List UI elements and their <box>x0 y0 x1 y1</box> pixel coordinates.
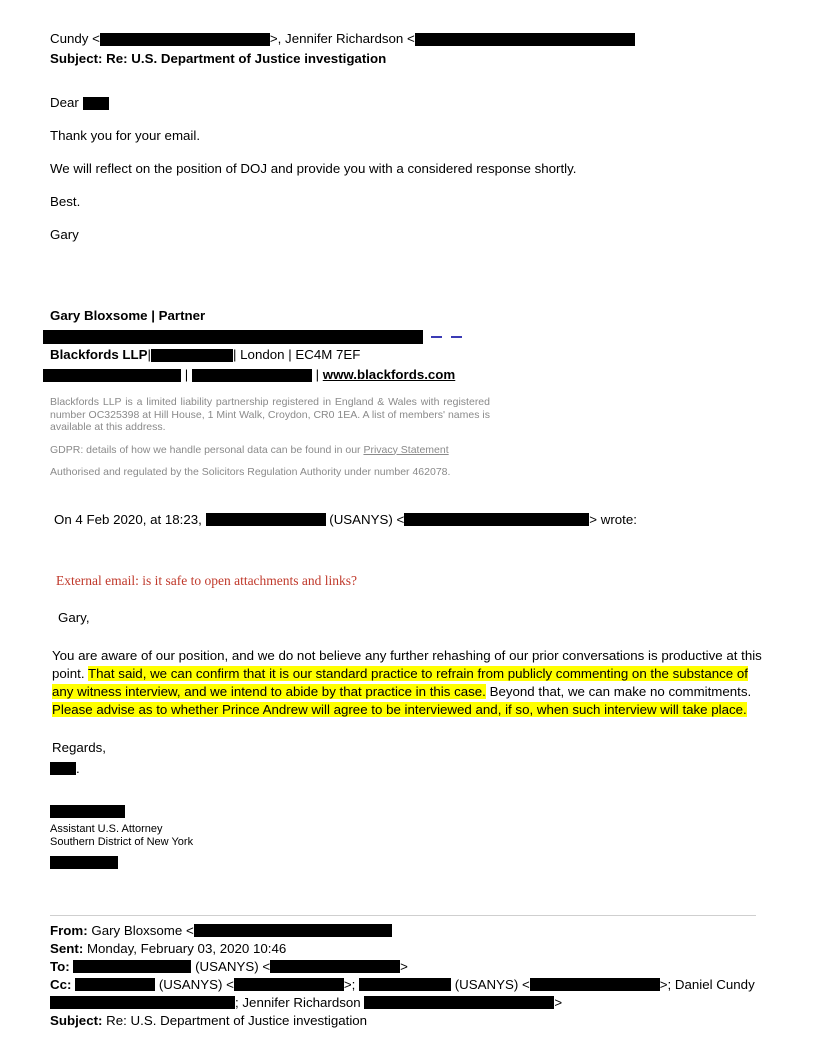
redaction-block <box>50 805 125 818</box>
redaction-block <box>234 978 344 991</box>
cc-name-2: Jennifer Richardson <box>242 994 361 1010</box>
website-link[interactable]: www.blackfords.com <box>322 367 456 382</box>
field-cc <box>50 976 766 994</box>
redaction-block <box>192 369 312 382</box>
quoted-title-1: Assistant U.S. Attorney <box>50 822 163 835</box>
to-label: To: <box>50 958 70 974</box>
redaction-block <box>50 996 235 1009</box>
redaction-block <box>206 513 326 526</box>
disclaimer-sra: Authorised and regulated by the Solicitors Regulation Authority under number 462078. <box>50 466 451 478</box>
redaction-block <box>50 856 118 869</box>
cc-name-1: Daniel Cundy <box>674 976 755 992</box>
closing-line: Best. <box>50 194 81 209</box>
redaction-block <box>364 996 554 1009</box>
period-text: . <box>76 760 80 776</box>
field-from <box>50 922 766 940</box>
redaction-block <box>100 33 270 46</box>
cc-label: Cc: <box>50 976 72 992</box>
postcode-text: EC4M 7EF <box>295 347 361 362</box>
separator: | <box>184 367 189 382</box>
subject-row <box>50 50 766 68</box>
divider-dash-icon <box>451 336 462 338</box>
para-highlight-1: That said, we can confirm that it is our standard practice to refrain from publicly commenting on the substance of any witness interview, and we intend to abide by that practice in this case. <box>52 665 748 699</box>
sent-label: Sent: <box>50 940 84 956</box>
recipients-mid: >, Jennifer Richardson < <box>269 31 415 46</box>
divider-dash-icon <box>431 336 442 338</box>
redaction-block <box>404 513 589 526</box>
field-cc-continued <box>50 994 766 1012</box>
body-line: We will reflect on the position of DOJ and provide you with a considered response shortly. <box>50 161 577 176</box>
field-sent <box>50 940 766 958</box>
quoted-signature-name <box>50 803 766 820</box>
redaction-block <box>73 960 191 973</box>
quoted-contact-redacted <box>50 854 766 871</box>
quoted-paragraph <box>52 647 764 719</box>
redaction-block <box>83 97 109 110</box>
city-text: | London | <box>233 347 292 362</box>
redaction-block <box>194 924 392 937</box>
cc-agency-1: (USANYS) < <box>158 976 234 992</box>
subject-value: Re: U.S. Department of Justice investigation <box>106 1012 368 1028</box>
cc-sep-3: ; <box>235 994 239 1010</box>
recipients-prefix: Cundy < <box>50 31 100 46</box>
firm-name: Blackfords LLP <box>50 347 148 362</box>
field-to <box>50 958 766 976</box>
gdpr-text: GDPR: details of how we handle personal data can be found in our <box>50 443 364 456</box>
para-plain-2: Beyond that, we can make no commitments. <box>489 683 752 699</box>
thanks-line: Thank you for your email. <box>50 128 201 143</box>
redaction-block <box>151 349 233 362</box>
subject-value: Re: U.S. Department of Justice investigation <box>106 51 387 66</box>
signature-firm-row <box>50 346 766 364</box>
redaction-block <box>415 33 635 46</box>
quoted-salutation: Gary, <box>58 609 90 625</box>
email-content <box>50 30 766 1030</box>
para-highlight-2: Please advise as to whether Prince Andrew will agree to be interviewed and, if so, when such interview will take place. <box>52 701 747 717</box>
signoff-name: Gary <box>50 227 79 242</box>
disclaimer-gdpr <box>50 444 490 457</box>
quoted-on-prefix: On 4 Feb 2020, at 18:23, <box>54 511 202 527</box>
signature-contact-row <box>50 366 766 384</box>
cc-end: > <box>554 994 563 1010</box>
signature-address-row <box>50 328 766 343</box>
external-email-warning: External email: is it safe to open attachments and links? <box>56 572 358 588</box>
to-end: > <box>400 958 408 974</box>
from-label: From: <box>50 922 88 938</box>
sent-value: Monday, February 03, 2020 10:46 <box>86 940 287 956</box>
from-value: Gary Bloxsome < <box>91 922 194 938</box>
quoted-regards: Regards, <box>52 739 106 755</box>
recipients-row <box>50 30 766 48</box>
redaction-block <box>270 960 400 973</box>
redaction-block <box>75 978 155 991</box>
salutation-line <box>50 94 766 111</box>
redaction-block <box>50 762 76 775</box>
quoted-header-line <box>54 511 766 529</box>
quoted-agency: (USANYS) < <box>329 511 405 527</box>
cc-sep-2: >; <box>659 976 672 992</box>
separator: | <box>147 347 152 362</box>
para-plain-1: You are aware of our position, and we do not believe any further rehashing of our prior conversations is productive at this point. <box>52 647 762 681</box>
disclaimer-registration: Blackfords LLP is a limited liability partnership registered in England & Wales with registered number OC325398 at Hill House, 1 Mint Walk, Croydon, CR0 1EA. A list of members' names is available at this address. <box>50 396 490 433</box>
privacy-statement-link[interactable]: Privacy Statement <box>363 443 449 456</box>
subject-label: Subject: <box>50 51 103 66</box>
salutation-text: Dear <box>50 95 79 110</box>
separator: | <box>315 367 320 382</box>
field-subject <box>50 1012 766 1030</box>
redaction-block <box>43 330 423 344</box>
cc-sep-1: >; <box>343 976 356 992</box>
redaction-block <box>530 978 660 991</box>
quoted-wrote: > wrote: <box>589 511 637 527</box>
redaction-block <box>43 369 181 382</box>
signature-name-title: Gary Bloxsome | Partner <box>50 308 206 323</box>
quoted-title-2: Southern District of New York <box>50 836 194 848</box>
to-agency: (USANYS) < <box>195 958 271 974</box>
subject-label: Subject: <box>50 1012 103 1028</box>
redaction-block <box>359 978 451 991</box>
quoted-signoff-redacted <box>50 760 766 777</box>
cc-agency-2: (USANYS) < <box>454 976 530 992</box>
